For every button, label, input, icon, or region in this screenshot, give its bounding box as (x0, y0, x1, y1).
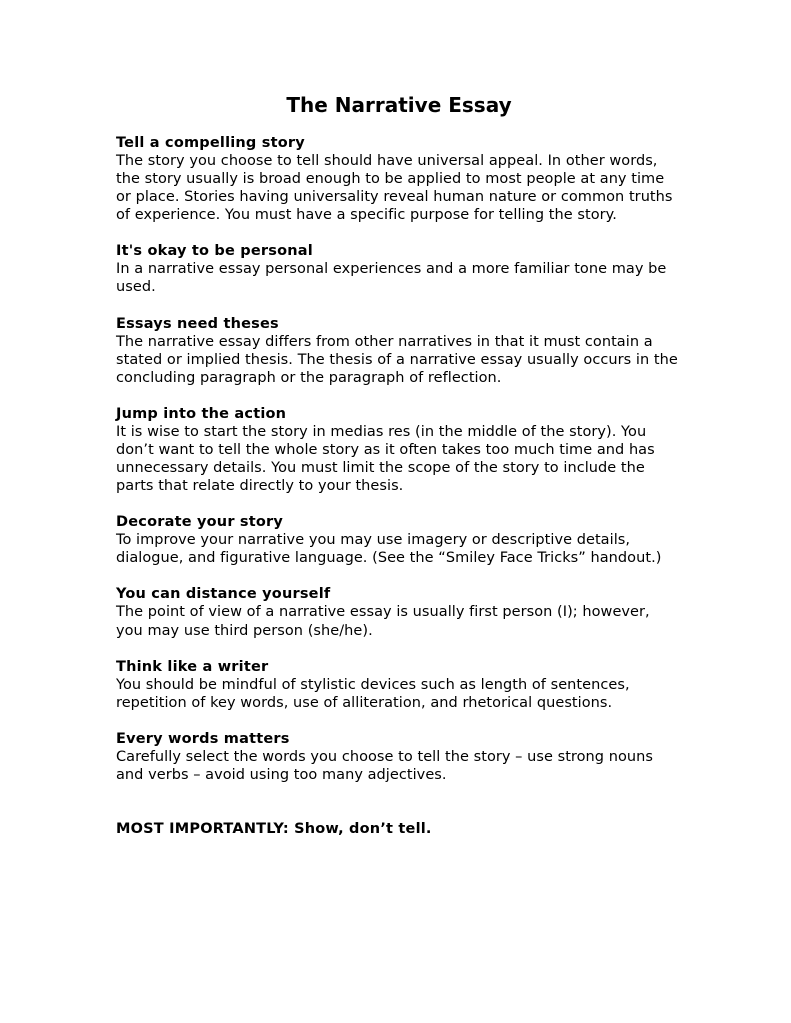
section-heading: Tell a compelling story (116, 135, 305, 151)
section-heading: Jump into the action (116, 405, 287, 422)
section-body: In a narrative essay personal experiences and a more familiar tone may be used. (116, 261, 667, 296)
section-body: Carefully select the words you choose to tell the story – use strong nouns and verbs – avoid using too many adjectives. (116, 748, 653, 783)
section-body: The story you choose to tell should have universal appeal. In other words, the story usually is broad enough to be applied to most people at any time or place. Stories having universality reveal human nature or common truths of experience. You must have a specific purpose for telling the story. (116, 153, 673, 224)
final-note: MOST IMPORTANTLY: Show, don’t tell. (116, 820, 432, 837)
section-compelling-story (116, 134, 678, 224)
document-page (116, 92, 678, 838)
section-heading: It's okay to be personal (116, 243, 313, 260)
section-heading: Decorate your story (116, 514, 284, 531)
section-distance-yourself (116, 585, 678, 639)
section-heading: Think like a writer (116, 658, 269, 675)
document-title: The Narrative Essay (286, 93, 512, 117)
section-think-like-writer (116, 658, 678, 712)
section-heading: Essays need theses (116, 315, 279, 332)
section-heading: Every words matters (116, 730, 290, 747)
section-decorate-story (116, 513, 678, 567)
section-body: The point of view of a narrative essay is usually first person (I); however, you may use third person (she/he). (116, 604, 650, 639)
section-jump-into-action (116, 405, 678, 495)
section-personal (116, 242, 678, 296)
section-body: To improve your narrative you may use imagery or descriptive details, dialogue, and figurative language. (See the “Smiley Face Tricks” handout.) (116, 532, 662, 567)
section-heading: You can distance yourself (116, 586, 331, 603)
section-every-word-matters (116, 730, 678, 784)
section-body: The narrative essay differs from other narratives in that it must contain a stated or implied thesis. The thesis of a narrative essay usually occurs in the concluding paragraph or the paragraph of reflection. (116, 333, 678, 386)
section-theses (116, 315, 678, 387)
section-body: It is wise to start the story in medias res (in the middle of the story). You don’t want to tell the whole story as it often takes too much time and has unnecessary details. You must limit the scope of the story to include the parts that relate directly to your thesis. (116, 423, 655, 495)
section-body: You should be mindful of stylistic devices such as length of sentences, repetition of key words, use of alliteration, and rhetorical questions. (116, 676, 630, 711)
